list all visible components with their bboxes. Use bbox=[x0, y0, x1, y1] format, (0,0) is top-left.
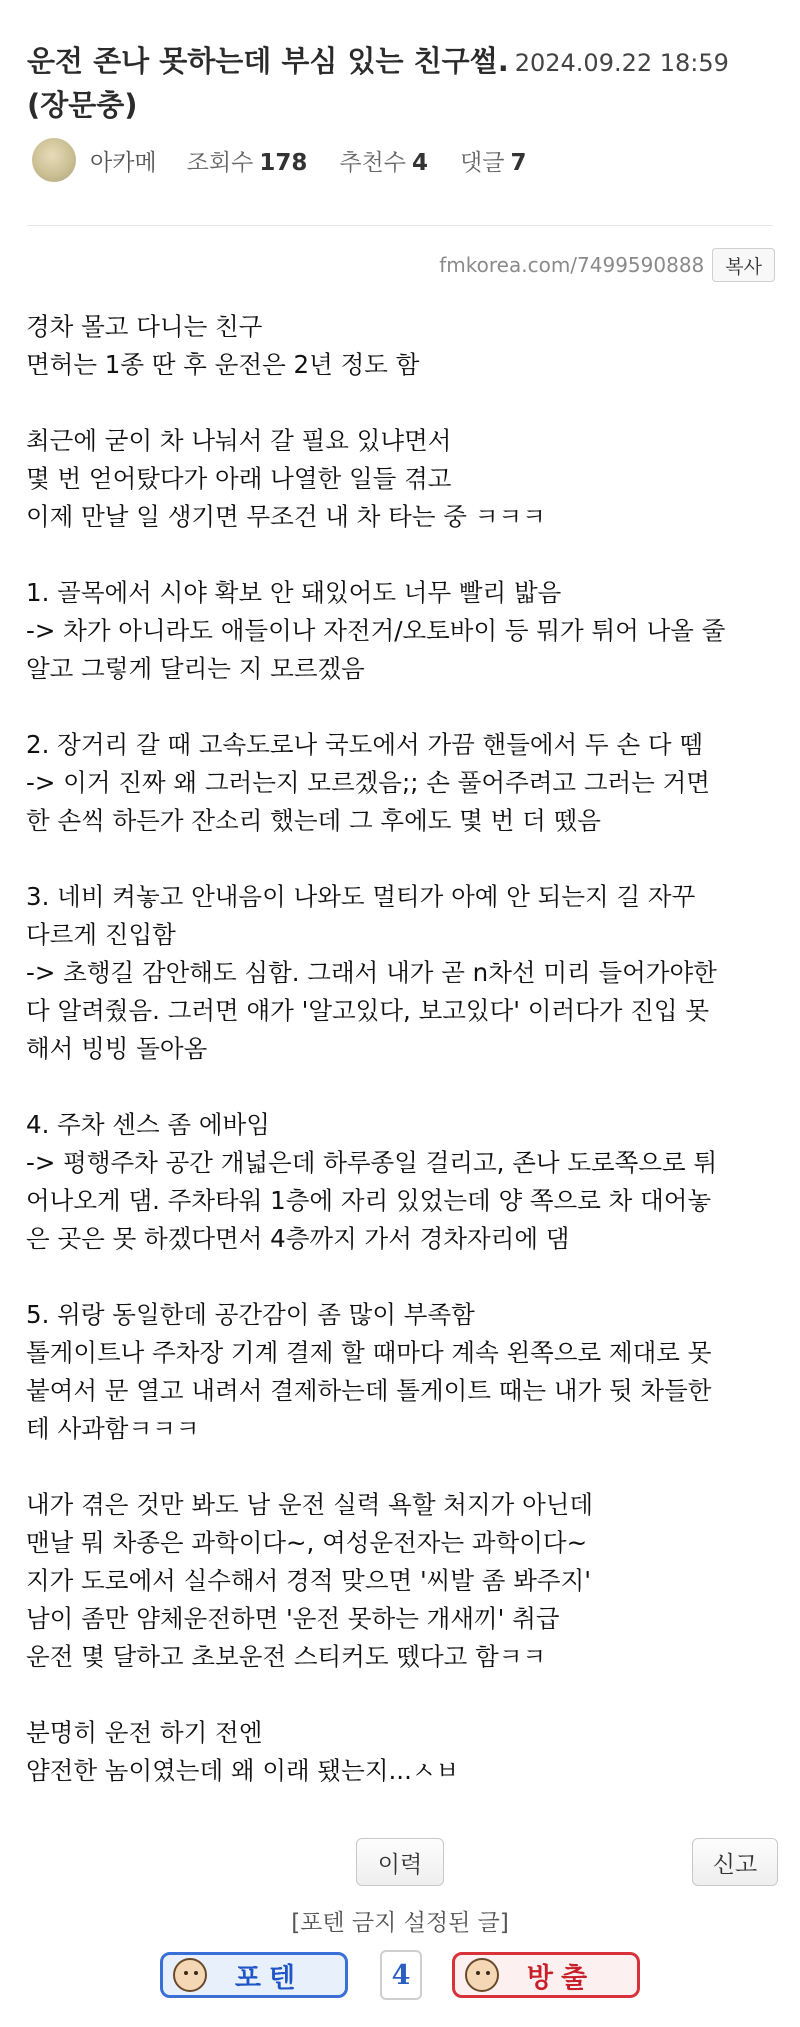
thumbs-down-face-icon bbox=[465, 1958, 499, 1992]
view-count: 조회수 178 bbox=[186, 149, 308, 176]
upvote-button[interactable] bbox=[160, 1952, 348, 1998]
post-title-line1 bbox=[27, 40, 777, 84]
report-button[interactable]: 신고 bbox=[692, 1838, 778, 1886]
vote-row bbox=[0, 1950, 800, 2000]
comment-count[interactable]: 댓글 7 bbox=[460, 149, 527, 176]
thumbs-up-face-icon bbox=[173, 1958, 207, 1992]
copy-url-button[interactable]: 복사 bbox=[712, 248, 775, 282]
post-url-row bbox=[439, 248, 775, 282]
recommend-count: 추천수 4 bbox=[339, 149, 428, 176]
header-divider bbox=[27, 225, 773, 226]
post-date: 2024.09.22 18:59 bbox=[514, 49, 729, 77]
post-title-line2: (장문충) bbox=[27, 88, 138, 122]
upvote-label: 포텐 bbox=[234, 1962, 304, 1994]
restriction-notice: [포텐 금지 설정된 글] bbox=[291, 1910, 509, 1936]
post-header bbox=[27, 40, 777, 126]
post-url[interactable]: fmkorea.com/7499590888 bbox=[439, 253, 705, 277]
post-body: 경차 몰고 다니는 친구 면허는 1종 딴 후 운전은 2년 정도 함 최근에 굳이 차 나눠서 갈 필요 있냐면서 몇 번 얻어탔다가 아래 나열한 일들 겪고 이제 만날 일 생기면 무조건 내 차 타는 중 ㅋㅋㅋ 1. 골목에서 시야 확보 안 돼있어도 너무 빨리 밟음 -> 차가 아니라도 애들이나 자전거/오토바이 등 뭐가 튀어 나올 줄 알고 그렇게 달리는 지 모르겠음 2. 장거리 갈 때 고속도로나 국도에서 가끔 핸들에서 두 손 다 뗌 -> 이거 진짜 왜 그러는지 모르겠음;; 손 풀어주려고 그러는 거면 한 손씩 하든가 잔소리 했는데 그 후에도 몇 번 더 뗐음 3. 네비 켜놓고 안내음이 나와도 멀티가 아예 안 되는지 길 자꾸 다르게 진입함 -> 초행길 감안해도 심함. 그래서 내가 곧 n차선 미리 들어가야한 다 알려줬음. 그러면 얘가 '알고있다, 보고있다' 이러다가 진입 못 해서 빙빙 돌아옴 4. 주차 센스 좀 에바임 -> 평행주차 공간 개넓은데 하루종일 걸리고, 존나 도로쪽으로 튀 어나오게 댐. 주차타워 1층에 자리 있었는데 양 쪽으로 차 대어놓 은 곳은 못 하겠다면서 4층까지 가서 경차자리에 댐 5. 위랑 동일한데 공간감이 좀 많이 부족함 톨게이트나 주차장 기계 결제 할 때마다 계속 왼쪽으로 제대로 못 붙여서 문 열고 내려서 결제하는데 톨게이트 때는 내가 뒷 차들한 테 사과함ㅋㅋㅋ 내가 겪은 것만 봐도 남 운전 실력 욕할 처지가 아닌데 맨날 뭐 차종은 과학이다~, 여성운전자는 과학이다~ 지가 도로에서 실수해서 경적 맞으면 '씨발 좀 봐주지' 남이 좀만 얌체운전하면 '운전 못하는 개새끼' 취급 운전 몇 달하고 초보운전 스티커도 뗐다고 함ㅋㅋ 분명히 운전 하기 전엔 얌전한 놈이였는데 왜 이래 됐는지...ㅅㅂ bbox=[26, 312, 726, 1785]
downvote-button[interactable] bbox=[452, 1952, 640, 1998]
vote-count: 4 bbox=[380, 1950, 422, 2000]
downvote-label: 방출 bbox=[526, 1962, 596, 1994]
post-meta bbox=[32, 138, 558, 182]
post-title: 운전 존나 못하는데 부심 있는 친구썰. bbox=[27, 44, 509, 78]
history-button[interactable]: 이력 bbox=[356, 1838, 444, 1886]
author-name[interactable]: 아카메 bbox=[90, 149, 157, 176]
avatar[interactable] bbox=[32, 138, 76, 182]
